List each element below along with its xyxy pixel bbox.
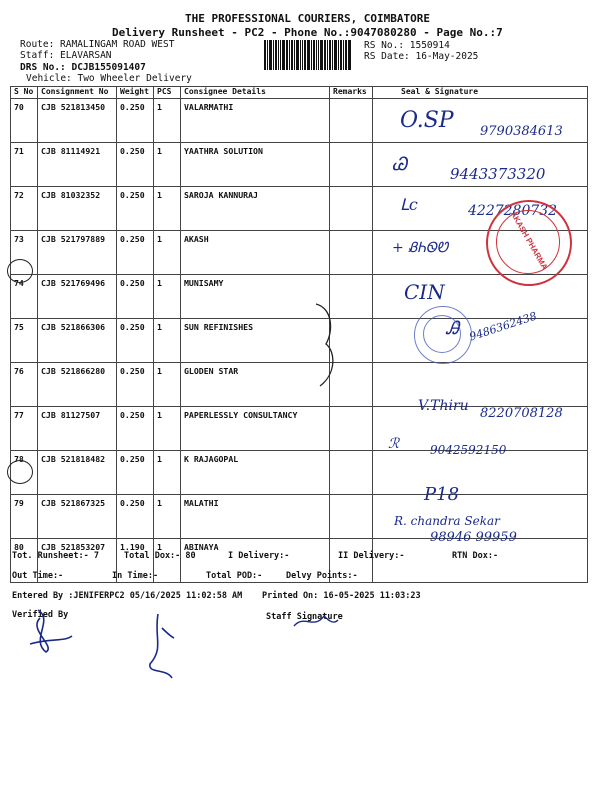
signature-row73: + ᏰᏂᏫᏬ <box>392 240 448 256</box>
i-delivery: I Delivery:- <box>228 551 290 561</box>
signature-row71: Ꮚ <box>392 154 408 175</box>
row-seal-signature <box>373 363 588 407</box>
table-header-row <box>11 87 588 99</box>
row-sno: 77 <box>11 407 38 451</box>
signature-row75: Ꭿ <box>446 318 460 339</box>
row-pcs: 1 <box>154 495 181 539</box>
row-pcs: 1 <box>154 275 181 319</box>
row-consignee: MUNISAMY <box>181 275 330 319</box>
row-sno: 79 <box>11 495 38 539</box>
row-consignee: SAROJA KANNURAJ <box>181 187 330 231</box>
row-remarks <box>330 99 373 143</box>
row-consignee: AKASH <box>181 231 330 275</box>
row-remarks <box>330 495 373 539</box>
row-consignee: ABINAYA <box>181 539 330 583</box>
row-consignment-no: CJB 521769496 <box>38 275 117 319</box>
handwritten-phone-70: 9790384613 <box>480 124 563 139</box>
row-consignment-no: CJB 521866306 <box>38 319 117 363</box>
row-remarks <box>330 187 373 231</box>
ii-delivery: II Delivery:- <box>338 551 405 561</box>
row-consignment-no: CJB 521813450 <box>38 99 117 143</box>
rs-date: RS Date: 16-May-2025 <box>364 51 479 62</box>
table-row <box>11 451 588 495</box>
row-remarks <box>330 231 373 275</box>
remarks-brace-mark <box>310 300 340 390</box>
staff-signature: Staff Signature <box>266 612 343 622</box>
row-74-circle-mark <box>7 259 33 283</box>
handwritten-phone-71: 9443373320 <box>450 165 546 183</box>
barcode <box>264 40 360 70</box>
signature-row78: ℛ <box>388 436 400 452</box>
col-remarks: Remarks <box>330 87 373 99</box>
row-pcs: 1 <box>154 143 181 187</box>
in-time: In Time:- <box>112 571 159 581</box>
total-pod: Total POD:- <box>206 571 263 581</box>
row-weight: 0.250 <box>117 187 154 231</box>
handwritten-phone-80: 98946 99959 <box>430 530 517 545</box>
col-sno: S No <box>11 87 38 99</box>
row-pcs: 1 <box>154 407 181 451</box>
row-sno: 70 <box>11 99 38 143</box>
vehicle-label: Vehicle: Two Wheeler Delivery <box>26 73 192 84</box>
row-weight: 0.250 <box>117 143 154 187</box>
row-79-circle-mark <box>7 460 33 484</box>
row-consignee: VALARMATHI <box>181 99 330 143</box>
row-consignee: SUN REFINISHES <box>181 319 330 363</box>
handwritten-row74: CIN <box>404 280 445 304</box>
row-weight: 0.250 <box>117 495 154 539</box>
entered-by: Entered By :JENIFERPC2 05/16/2025 11:02:58 AM <box>12 591 243 601</box>
handwritten-row79: P18 <box>424 484 460 505</box>
row-consignee: YAATHRA SOLUTION <box>181 143 330 187</box>
verified-signature <box>20 600 80 660</box>
staff-signature-ink <box>136 608 186 688</box>
row-weight: 0.250 <box>117 231 154 275</box>
row-weight: 0.250 <box>117 363 154 407</box>
row-sno: 72 <box>11 187 38 231</box>
stamp-text: AKASH PHARMA <box>508 209 550 272</box>
row-consignment-no: CJB 81127507 <box>38 407 117 451</box>
col-pcs: PCS <box>154 87 181 99</box>
row-sno: 80 <box>11 539 38 583</box>
row-weight: 0.250 <box>117 451 154 495</box>
total-runsheet: Tot. Runsheet:- 7 <box>12 551 99 561</box>
row-sno: 71 <box>11 143 38 187</box>
table-row <box>11 363 588 407</box>
route-label: Route: RAMALINGAM ROAD WEST <box>20 39 175 50</box>
row-pcs: 1 <box>154 231 181 275</box>
row-sno: 75 <box>11 319 38 363</box>
row-sno: 73 <box>11 231 38 275</box>
row-pcs: 1 <box>154 363 181 407</box>
row-sno: 76 <box>11 363 38 407</box>
row-sno: 78 <box>11 451 38 495</box>
col-seal: Seal & Signature <box>373 87 588 99</box>
business-stamp <box>414 306 472 364</box>
row-pcs: 1 <box>154 319 181 363</box>
row-consignment-no: CJB 521853207 <box>38 539 117 583</box>
row-remarks <box>330 143 373 187</box>
row-consignee: GLODEN STAR <box>181 363 330 407</box>
rs-number: RS No.: 1550914 <box>364 40 450 51</box>
delvy-points: Delvy Points:- <box>286 571 358 581</box>
row-pcs: 1 <box>154 539 181 583</box>
row-weight: 0.250 <box>117 407 154 451</box>
row-consignment-no: CJB 521867325 <box>38 495 117 539</box>
row-weight: 0.250 <box>117 319 154 363</box>
row-weight: 0.250 <box>117 99 154 143</box>
row-consignment-no: CJB 521797889 <box>38 231 117 275</box>
table-row <box>11 275 588 319</box>
staff-label: Staff: ELAVARSAN <box>20 50 112 61</box>
handwritten-phone-78: 9042592150 <box>430 443 507 457</box>
row-weight: 1.190 <box>117 539 154 583</box>
row-consignment-no: CJB 521818482 <box>38 451 117 495</box>
row-pcs: 1 <box>154 451 181 495</box>
pharmacy-stamp <box>486 200 572 286</box>
row-consignment-no: CJB 81032352 <box>38 187 117 231</box>
row-pcs: 1 <box>154 99 181 143</box>
handwritten-phone-77: 8220708128 <box>480 406 563 421</box>
row-remarks <box>330 407 373 451</box>
handwritten-phone-75: 9486362438 <box>467 309 539 344</box>
col-consignment: Consignment No <box>38 87 117 99</box>
signature-row70: O.SP <box>400 108 454 133</box>
col-consignee: Consignee Details <box>181 87 330 99</box>
col-weight: Weight <box>117 87 154 99</box>
printed-on: Printed On: 16-05-2025 11:03:23 <box>262 591 421 601</box>
row-consignment-no: CJB 521866280 <box>38 363 117 407</box>
drs-number: DRS No.: DCJB155091407 <box>20 62 146 73</box>
handwritten-name-77: V.Thiru <box>418 398 469 414</box>
row-consignment-no: CJB 81114921 <box>38 143 117 187</box>
handwritten-name-80: R. chandra Sekar <box>394 514 500 528</box>
row-pcs: 1 <box>154 187 181 231</box>
row-consignee: PAPERLESSLY CONSULTANCY <box>181 407 330 451</box>
row-weight: 0.250 <box>117 275 154 319</box>
company-title: THE PROFESSIONAL COURIERS, COIMBATORE <box>185 12 431 25</box>
runsheet-title: Delivery Runsheet - PC2 - Phone No.:9047080280 - Page No.:7 <box>112 26 503 39</box>
staff-signature-scribble <box>290 612 340 632</box>
row-remarks <box>330 451 373 495</box>
row-consignee: MALATHI <box>181 495 330 539</box>
signature-row72: ᒪc <box>400 195 418 214</box>
row-consignee: K RAJAGOPAL <box>181 451 330 495</box>
out-time: Out Time:- <box>12 571 64 581</box>
runsheet-table <box>10 86 588 583</box>
row-seal-signature <box>373 451 588 495</box>
rtn-dox: RTN Dox:- <box>452 551 499 561</box>
verified-by: Verified By <box>12 610 69 620</box>
handwritten-phone-72: 4227280732 <box>468 203 558 219</box>
row-sno: 74 <box>11 275 38 319</box>
total-dox: Total Dox:- 80 <box>124 551 196 561</box>
